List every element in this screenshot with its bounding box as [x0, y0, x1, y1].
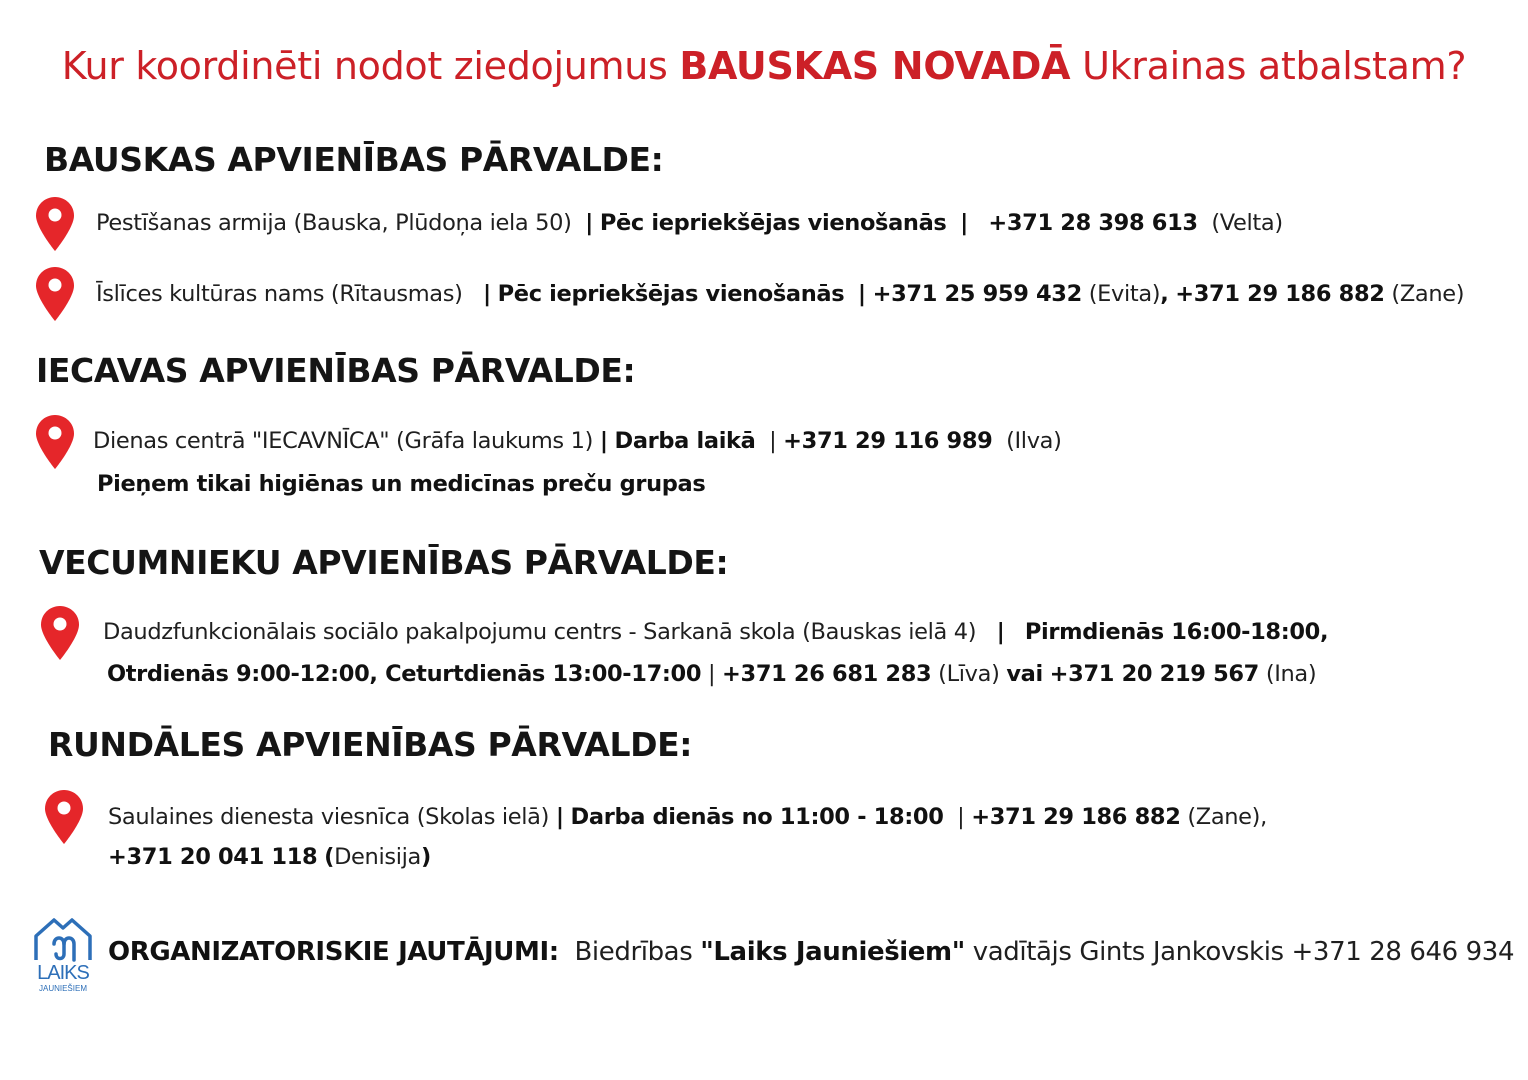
section-heading-vecumnieki: VECUMNIEKU APVIENĪBAS PĀRVALDE: — [39, 543, 729, 582]
location-pin-icon — [34, 265, 76, 323]
house-logo-icon — [30, 914, 96, 964]
list-item-note: Pieņem tikai higiēnas un medicīnas preču grupas — [97, 471, 706, 497]
location-pin-icon — [43, 788, 85, 846]
footer-contact: ORGANIZATORISKIE JAUTĀJUMI: Biedrības "Laiks Jauniešiem" vadītājs Gints Jankovskis +371 28 646 934 — [108, 937, 1515, 967]
list-item-continued: Otrdienās 9:00-12:00, Ceturtdienās 13:00-17:00 | +371 26 681 283 (Līva) vai +371 20 219 567 (Ina) — [107, 661, 1317, 687]
logo-subtext: JAUNIEŠIEM — [38, 984, 87, 993]
section-heading-rundale: RUNDĀLES APVIENĪBAS PĀRVALDE: — [48, 725, 693, 764]
list-item: Īslīces kultūras nams (Rītausmas) | Pēc iepriekšējas vienošanās | +371 25 959 432 (Evita), +371 29 186 882 (Zane) — [96, 281, 1465, 307]
laiks-jauniesiem-logo — [30, 914, 96, 994]
logo-text: LAIKS — [37, 962, 89, 984]
section-heading-bauska: BAUSKAS APVIENĪBAS PĀRVALDE: — [44, 140, 664, 179]
location-pin-icon — [34, 413, 76, 471]
location-pin-icon — [39, 604, 81, 662]
list-item: Saulaines dienesta viesnīca (Skolas ielā) | Darba dienās no 11:00 - 18:00 | +371 29 186 882 (Zane), — [108, 804, 1267, 830]
list-item: Dienas centrā "IECAVNĪCA" (Grāfa laukums 1) | Darba laikā | +371 29 116 989 (Ilva) — [93, 428, 1062, 454]
list-item: Daudzfunkcionālais sociālo pakalpojumu centrs - Sarkanā skola (Bauskas ielā 4) | Pirmdienās 16:00-18:00, — [103, 619, 1329, 645]
list-item: Pestīšanas armija (Bauska, Plūdoņa iela 50) | Pēc iepriekšējas vienošanās | +371 28 398 613 (Velta) — [96, 210, 1283, 236]
page-title: Kur koordinēti nodot ziedojumus BAUSKAS NOVADĀ Ukrainas atbalstam? — [61, 44, 1467, 88]
location-pin-icon — [34, 195, 76, 253]
section-heading-iecava: IECAVAS APVIENĪBAS PĀRVALDE: — [36, 351, 636, 390]
list-item-continued: +371 20 041 118 (Denisija) — [108, 844, 431, 870]
